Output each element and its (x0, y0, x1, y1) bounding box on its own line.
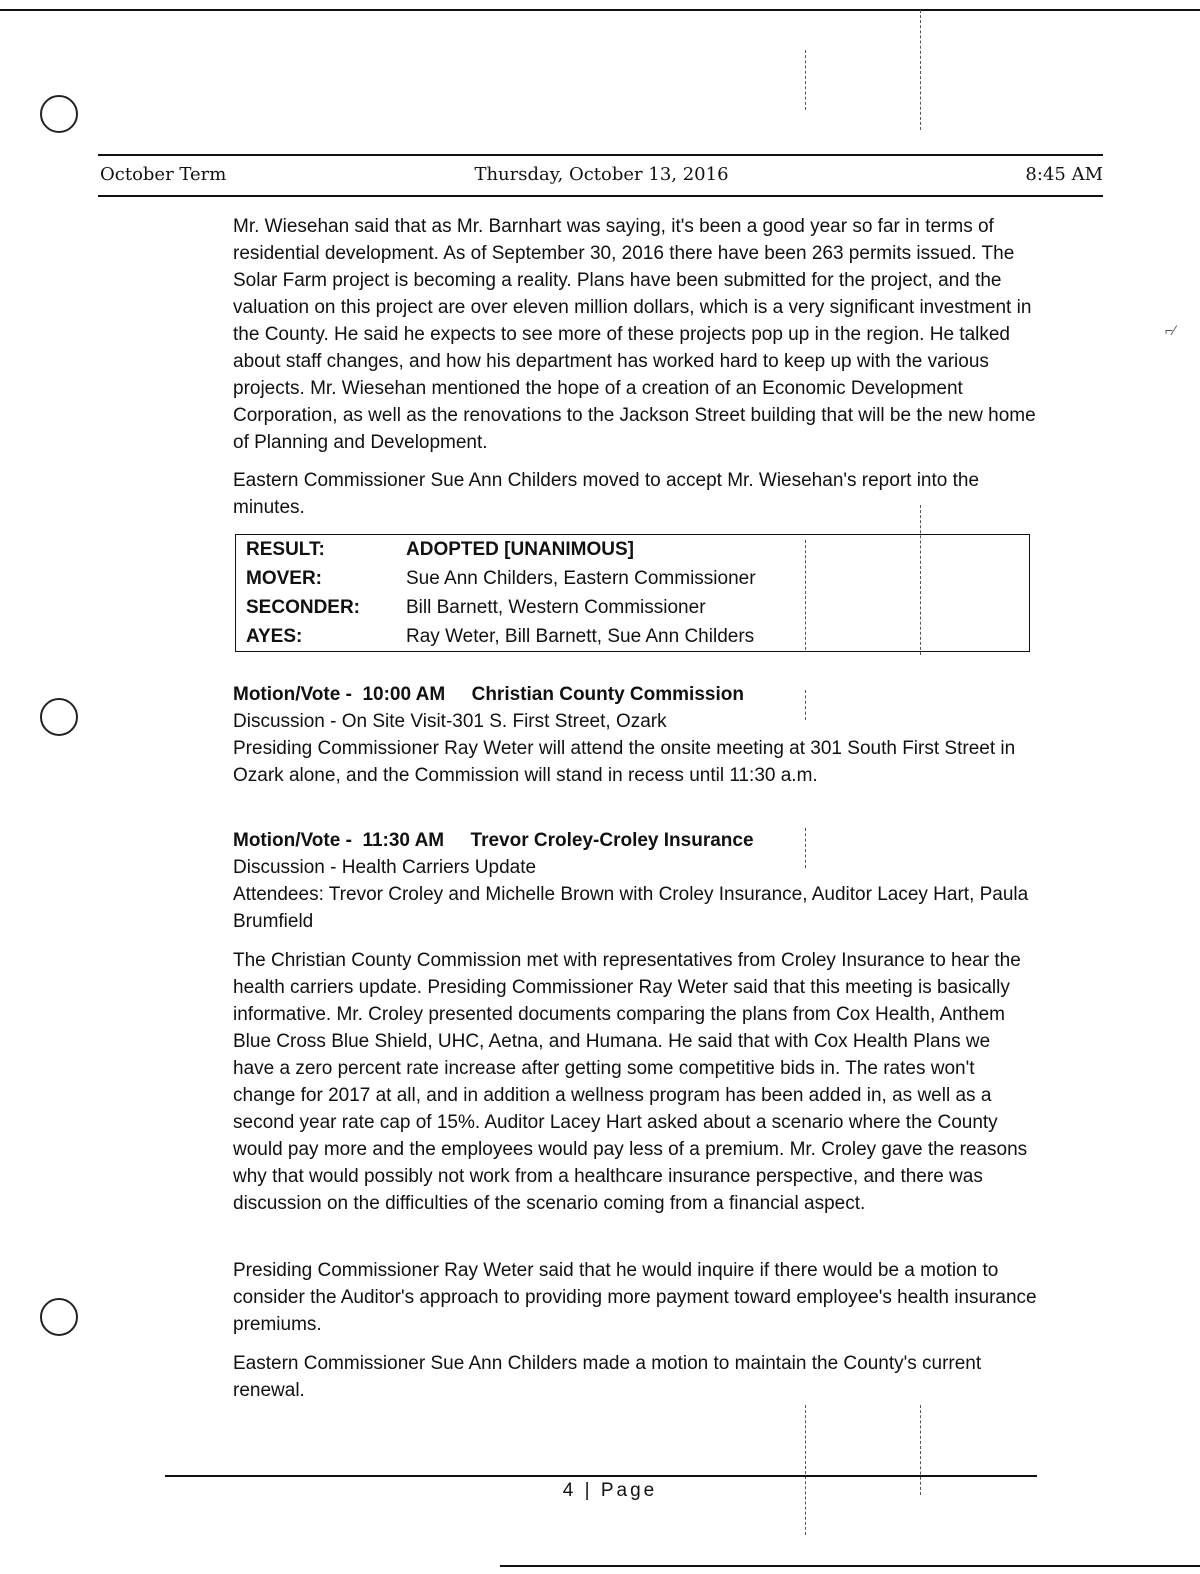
motion-paragraph-block (233, 467, 1038, 521)
agenda-attendees: Attendees: Trevor Croley and Michelle Brown with Croley Insurance, Auditor Lacey Hart, Paula Brumfield (233, 884, 1029, 932)
scan-mark: ⌐⁄ (1165, 322, 1176, 338)
table-row (236, 593, 1030, 622)
meeting-date: Thursday, October 13, 2016 (474, 164, 729, 185)
meeting-time: 8:45 AM (1025, 164, 1103, 185)
agenda-item-2 (233, 827, 1038, 935)
table-row (236, 622, 1030, 652)
insurance-paragraph: The Christian County Commission met with representatives from Croley Insurance to hear the health carriers update. Presiding Commissioner Ray Weter said that this meeting is basically informative. Mr. Croley presented documents comparing the plans from Cox Health, Anthem Blue Cross Blue Shield, UHC, Aetna, and Humana. He said that with Cox Health Plans we have a zero percent rate increase after getting some competitive bids in. The rates won't change for 2017 at all, and in addition a wellness program has been added in, as well as a second year rate cap of 15%. Auditor Lacey Hart asked about a scenario where the County would pay more and the employees would pay less of a premium. Mr. Croley gave the reasons why that would possibly not work from a healthcare insurance perspective, and there was discussion on the difficulties of the scenario coming from a financial aspect. (233, 950, 1028, 1214)
scan-artifact-line (920, 10, 921, 130)
inquiry-paragraph-block (233, 1257, 1038, 1338)
vote-value: Sue Ann Childers, Eastern Commissioner (406, 567, 756, 589)
table-row (236, 535, 1030, 565)
vote-label: RESULT: (246, 538, 325, 560)
hole-punch-mark (40, 95, 78, 133)
agenda-time: Motion/Vote - 11:30 AM (233, 830, 445, 851)
motion-paragraph: Eastern Commissioner Sue Ann Childers moved to accept Mr. Wiesehan's report into the minutes. (233, 470, 980, 518)
hole-punch-mark (40, 698, 78, 736)
footer-rule (165, 1475, 1037, 1477)
hole-punch-mark (40, 1298, 78, 1336)
table-row (236, 564, 1030, 593)
vote-label: SECONDER: (246, 596, 361, 618)
agenda-title: Trevor Croley-Croley Insurance (470, 830, 754, 851)
vote-label: MOVER: (246, 567, 322, 589)
agenda-discussion: Discussion - On Site Visit-301 S. First Street, Ozark (233, 711, 667, 732)
page-header (100, 164, 1103, 188)
header-rule-top (98, 154, 1103, 156)
vote-value: ADOPTED [UNANIMOUS] (406, 538, 634, 560)
inquiry-paragraph: Presiding Commissioner Ray Weter said that he would inquire if there would be a motion to consider the Auditor's approach to providing more payment toward employee's health insurance premiums. (233, 1260, 1037, 1335)
report-paragraph-block (233, 213, 1038, 456)
vote-label: AYES: (246, 625, 303, 647)
top-border-line (0, 9, 1200, 11)
page-number: 4 | Page (562, 1480, 658, 1501)
renewal-paragraph: Eastern Commissioner Sue Ann Childers made a motion to maintain the County's current renewal. (233, 1353, 982, 1401)
agenda-text: Presiding Commissioner Ray Weter will attend the onsite meeting at 301 South First Street in Ozark alone, and the Commission will stand in recess until 11:30 a.m. (233, 738, 1016, 786)
insurance-paragraph-block (233, 947, 1033, 1217)
agenda-title: Christian County Commission (471, 684, 744, 705)
term-label: October Term (100, 164, 227, 185)
agenda-discussion: Discussion - Health Carriers Update (233, 857, 537, 878)
agenda-heading (233, 681, 1038, 708)
header-rule-bottom (98, 195, 1103, 197)
vote-result-table (235, 534, 1030, 652)
agenda-heading (233, 827, 1038, 854)
scan-artifact-line (805, 1405, 806, 1535)
vote-value: Bill Barnett, Western Commissioner (406, 596, 706, 618)
scan-artifact-line (920, 1405, 921, 1495)
agenda-time: Motion/Vote - 10:00 AM (233, 684, 446, 705)
bottom-scan-line (500, 1565, 1200, 1567)
report-paragraph: Mr. Wiesehan said that as Mr. Barnhart was saying, it's been a good year so far in terms of residential development. As of September 30, 2016 there have been 263 permits issued. The Solar Farm project is becoming a reality. Plans have been submitted for the project, and the valuation on this project are over eleven million dollars, which is a very significant investment in the County. He said he expects to see more of these projects pop up in the region. He talked about staff changes, and how his department has worked hard to keep up with the various projects. Mr. Wiesehan mentioned the hope of a creation of an Economic Development Corporation, as well as the renovations to the Jackson Street building that will be the new home of Planning and Development. (233, 216, 1036, 453)
vote-value: Ray Weter, Bill Barnett, Sue Ann Childers (406, 625, 755, 647)
scan-artifact-line (805, 50, 806, 110)
renewal-paragraph-block (233, 1350, 1038, 1404)
agenda-item-1 (233, 681, 1038, 789)
